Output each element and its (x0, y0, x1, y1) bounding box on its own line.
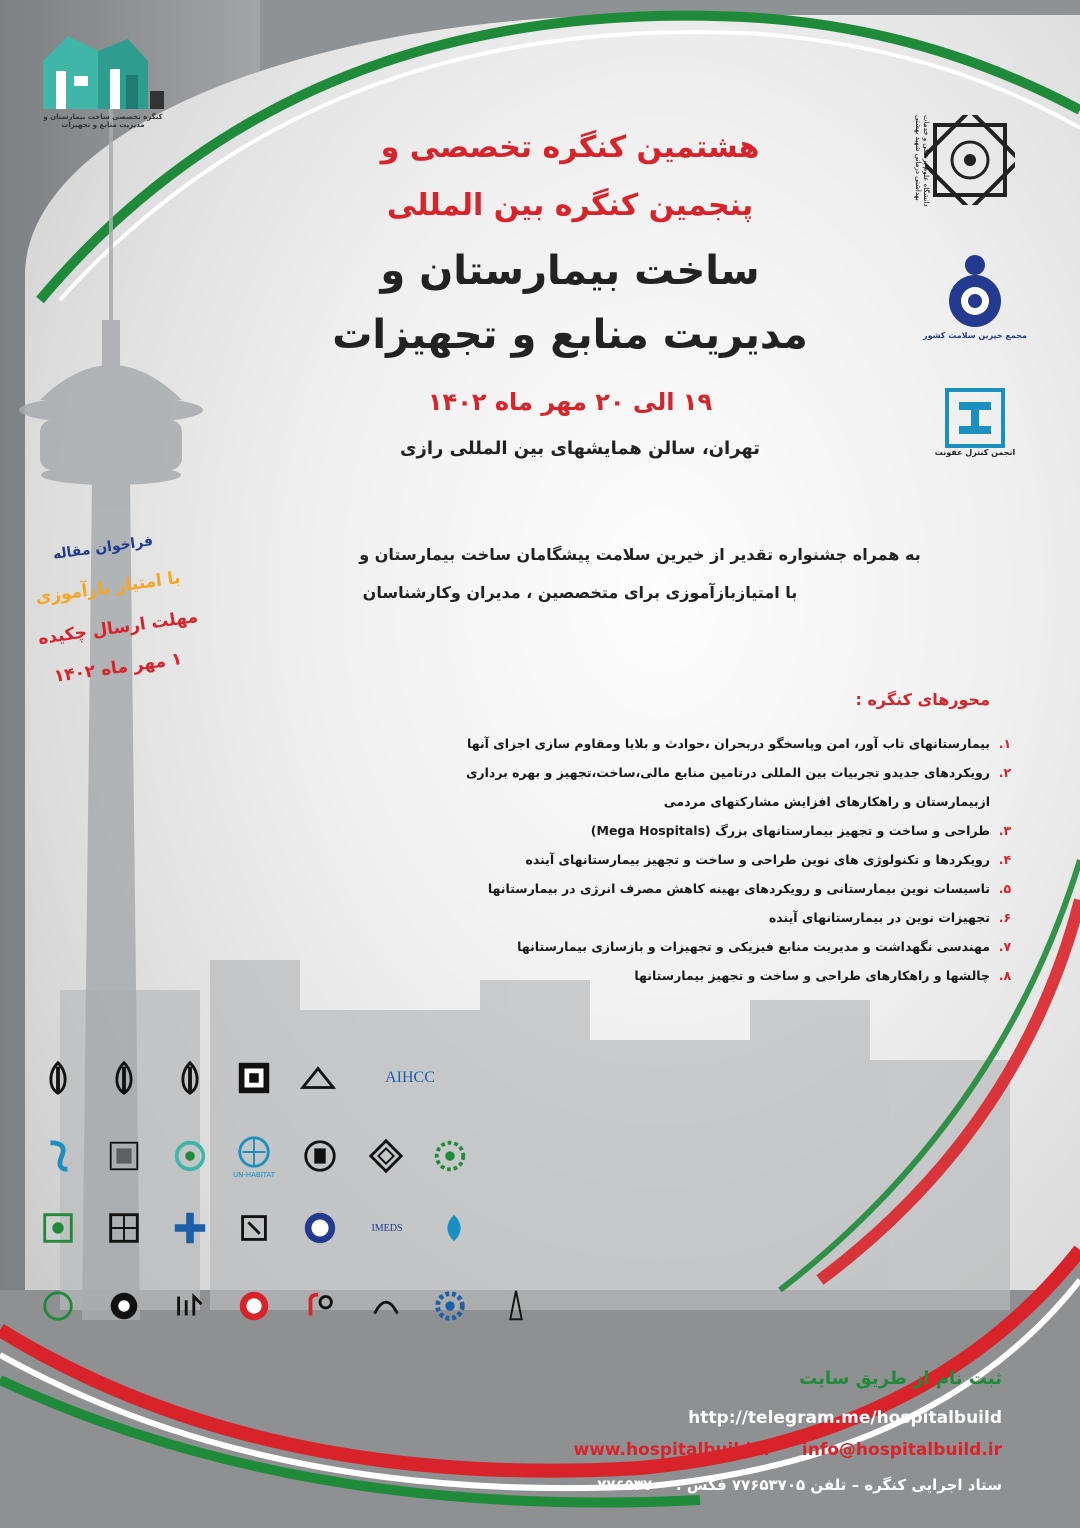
society-text: مجمع خیرین سلامت کشور (923, 330, 1027, 340)
title-line-2: پنجمین کنگره بین المللی (386, 188, 754, 223)
imeds-logo: IMEDS (371, 1222, 403, 1234)
infection-emblem-icon (945, 388, 1005, 448)
university-seal-icon (96, 1128, 152, 1184)
venue: تهران، سالن همایشهای بین المللی رازی (399, 438, 761, 459)
contact-info: ستاد اجرایی کنگره – تلفن ۷۷۶۵۳۷۰۵ فکس : ۷۷۶۵۳۷۰۰ (597, 1476, 1002, 1494)
festival-line-2: با امتیازبازآموزی برای متخصصین ، مدیران وکارشناسان (362, 583, 798, 602)
university-logo (900, 95, 1040, 225)
topic-item: ۲. رویکردهای جدیدو تجربیات بین المللی درتامین منابع مالی،ساخت،تجهیز و بهره برداری (465, 765, 1012, 780)
health-org-icon (162, 1128, 218, 1184)
emergency-org-icon (162, 1200, 218, 1256)
association-logo-icon (30, 1278, 86, 1334)
medical-center-icon (30, 1200, 86, 1256)
emblem-icon (30, 1050, 86, 1106)
university-seal-icon (292, 1200, 348, 1256)
contact-links (573, 1440, 1002, 1460)
date-to: ۲۰ (595, 388, 625, 416)
topic-item: ۷. مهندسی نگهداشت و مدیریت منابع فیزیکی و تجهیزات و بازسازی بیمارستانها (517, 939, 1012, 954)
title-line-3: ساخت بیمارستان و (380, 248, 760, 294)
date-mid: الی (632, 388, 675, 416)
topic-item: ۴. رویکردها و تکنولوژی های نوین طراحی و ساخت و تجهیز بیمارستانهای آینده (525, 852, 1012, 867)
research-center-icon (358, 1128, 414, 1184)
emblem-icon (96, 1278, 152, 1334)
emblem-icon (162, 1050, 218, 1106)
engineering-org-icon (290, 1050, 346, 1106)
institute-logo-icon (96, 1200, 152, 1256)
org-mark-icon (162, 1278, 218, 1334)
hospital-logo-icon (30, 1128, 86, 1184)
pattern-logo-icon (226, 1050, 282, 1106)
congress-logo-text: کنگره تخصصی ساخت بیمارستان و مدیریت منابع و تجهیزات (43, 113, 163, 129)
topics-list (380, 735, 1020, 996)
topic-item: ۸. چالشها و راهکارهای طراحی و ساخت و تجهیز بیمارستانها (634, 968, 1012, 983)
topic-item: ۱. بیمارستانهای تاب آور، امن وپاسخگو دربحران ،حوادث و بلایا ومقاوم سازی اجزای آنها (467, 736, 1012, 751)
society-emblem-icon (935, 251, 1015, 331)
deadline-date: ۱ مهر ماه ۱۴۰۲ (52, 649, 184, 687)
charity-org-icon (426, 1200, 482, 1256)
topics-title: محورهای کنگره : (855, 690, 990, 709)
festival-line-1: به همراه جشنواره تقدیر از خیرین سلامت پیشگامان ساخت بیمارستان و (359, 545, 921, 564)
gear-icon (422, 1278, 478, 1334)
topic-item: ۳. طراحی و ساخت و تجهیز بیمارستانهای بزرگ (Mega Hospitals) (590, 823, 1012, 838)
tower-logo-icon (488, 1278, 544, 1334)
call-for-papers: فراخوان مقاله (51, 533, 155, 563)
university-text: دانشگاه علوم پزشکی و خدمات بهداشتی درمانی شهید بهشتی (914, 115, 930, 207)
topic-item: ازبیمارستان و راهکارهای افزایش مشارکتهای مردمی (663, 794, 990, 809)
building-org-icon (226, 1200, 282, 1256)
title-line-4: مدیریت منابع و تجهیزات (332, 312, 808, 358)
health-society-logo (920, 240, 1030, 350)
emblem-icon (96, 1050, 152, 1106)
aihcc-logo: AIHCC (385, 1069, 435, 1086)
infection-control-logo (930, 380, 1020, 465)
date-month-year: مهر ماه ۱۴۰۲ (427, 388, 587, 416)
cme-credit: با امتیاز بازآموزی (34, 567, 182, 609)
date-line (320, 388, 820, 416)
abstract-deadline: مهلت ارسال چکیده (36, 606, 200, 650)
social-security-icon (292, 1128, 348, 1184)
telegram-link[interactable]: http://telegram.me/hospitalbuild (688, 1408, 1002, 1428)
calligraphy-logo-icon (358, 1278, 414, 1334)
university-mark-icon (292, 1278, 348, 1334)
unhabitat-logo: UN-HABITAT (226, 1128, 282, 1184)
email-link[interactable]: info@hospitalbuild.ir (801, 1440, 1002, 1460)
university-emblem-icon (925, 115, 1015, 205)
building-logo-icon (38, 31, 168, 113)
congress-logo (38, 25, 168, 135)
register-label: ثبت نام از طریق سایت (799, 1368, 1002, 1389)
medical-council-icon (226, 1278, 282, 1334)
topic-item: ۶. تجهیزات نوین در بیمارستانهای آینده (768, 910, 1012, 925)
title-line-1: هشتمین کنگره تخصصی و (380, 130, 760, 165)
municipality-icon (422, 1128, 478, 1184)
website-link[interactable]: www.hospitalbuild.ir (573, 1440, 773, 1460)
infection-text: انجمن کنترل عفونت (934, 448, 1016, 457)
date-from: ۱۹ (682, 388, 713, 416)
topic-item: ۵. تاسیسات نوین بیمارستانی و رویکردهای بهینه کاهش مصرف انرژی در بیمارستانها (487, 881, 1012, 896)
